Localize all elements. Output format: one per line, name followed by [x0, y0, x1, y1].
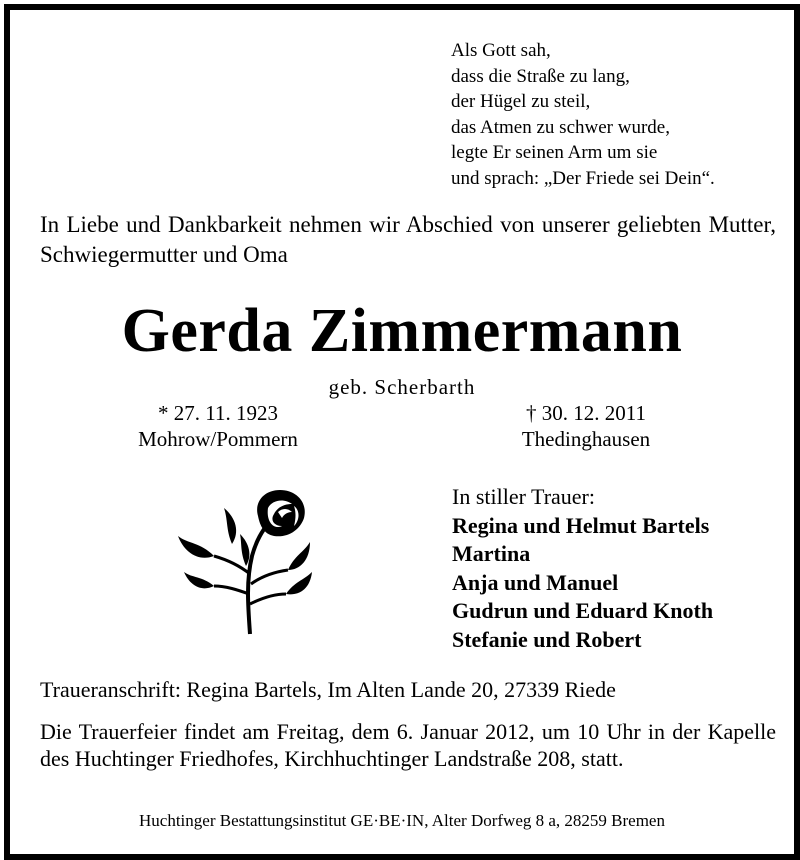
poem-line: und sprach: „Der Friede sei Dein“. — [451, 167, 715, 189]
mourner-name: Anja und Manuel — [452, 569, 619, 595]
maiden-name: geb. Scherbarth — [328, 375, 476, 399]
rose-icon — [170, 486, 320, 641]
death-place: Thedinghausen — [521, 427, 651, 451]
birth-place: Mohrow/Pommern — [138, 427, 298, 451]
deceased-name: Gerda Zimmermann — [121, 297, 683, 365]
intro-text: In Liebe und Dankbarkeit nehmen wir Abschied von unserer geliebten Mutter, Schwiegermutter und Oma — [40, 212, 776, 267]
poem — [451, 38, 715, 191]
mourner-name: Regina und Helmut Bartels — [452, 512, 710, 538]
mourning-address: Traueranschrift: Regina Bartels, Im Alten Lande 20, 27339 Riede — [40, 677, 616, 702]
birth-date: * 27. 11. 1923 — [158, 401, 278, 425]
poem-line: legte Er seinen Arm um sie — [451, 142, 658, 163]
death-date: † 30. 12. 2011 — [526, 401, 646, 425]
poem-line: der Hügel zu steil, — [451, 91, 591, 112]
mourner-name: Martina — [452, 541, 531, 566]
poem-line: Als Gott sah, — [451, 40, 551, 61]
mourners-heading: In stiller Trauer: — [452, 484, 595, 509]
poem-line: das Atmen zu schwer wurde, — [451, 116, 670, 138]
death-info — [466, 400, 706, 452]
mourner-name: Gudrun und Eduard Knoth — [452, 598, 714, 623]
mourners-list — [452, 483, 713, 654]
poem-line: dass die Straße zu lang, — [451, 65, 630, 87]
obituary-notice — [4, 4, 800, 860]
funeral-home-footer: Huchtinger Bestattungsinstitut GE·BE·IN, Alter Dorfweg 8 a, 28259 Bremen — [139, 811, 665, 830]
birth-info — [98, 400, 338, 452]
ceremony-info: Die Trauerfeier findet am Freitag, dem 6. Januar 2012, um 10 Uhr in der Kapelle des Huchtinger Friedhofes, Kirchhuchtinger Landstraße 208, statt. — [40, 719, 776, 771]
mourner-name: Stefanie und Robert — [452, 626, 642, 652]
